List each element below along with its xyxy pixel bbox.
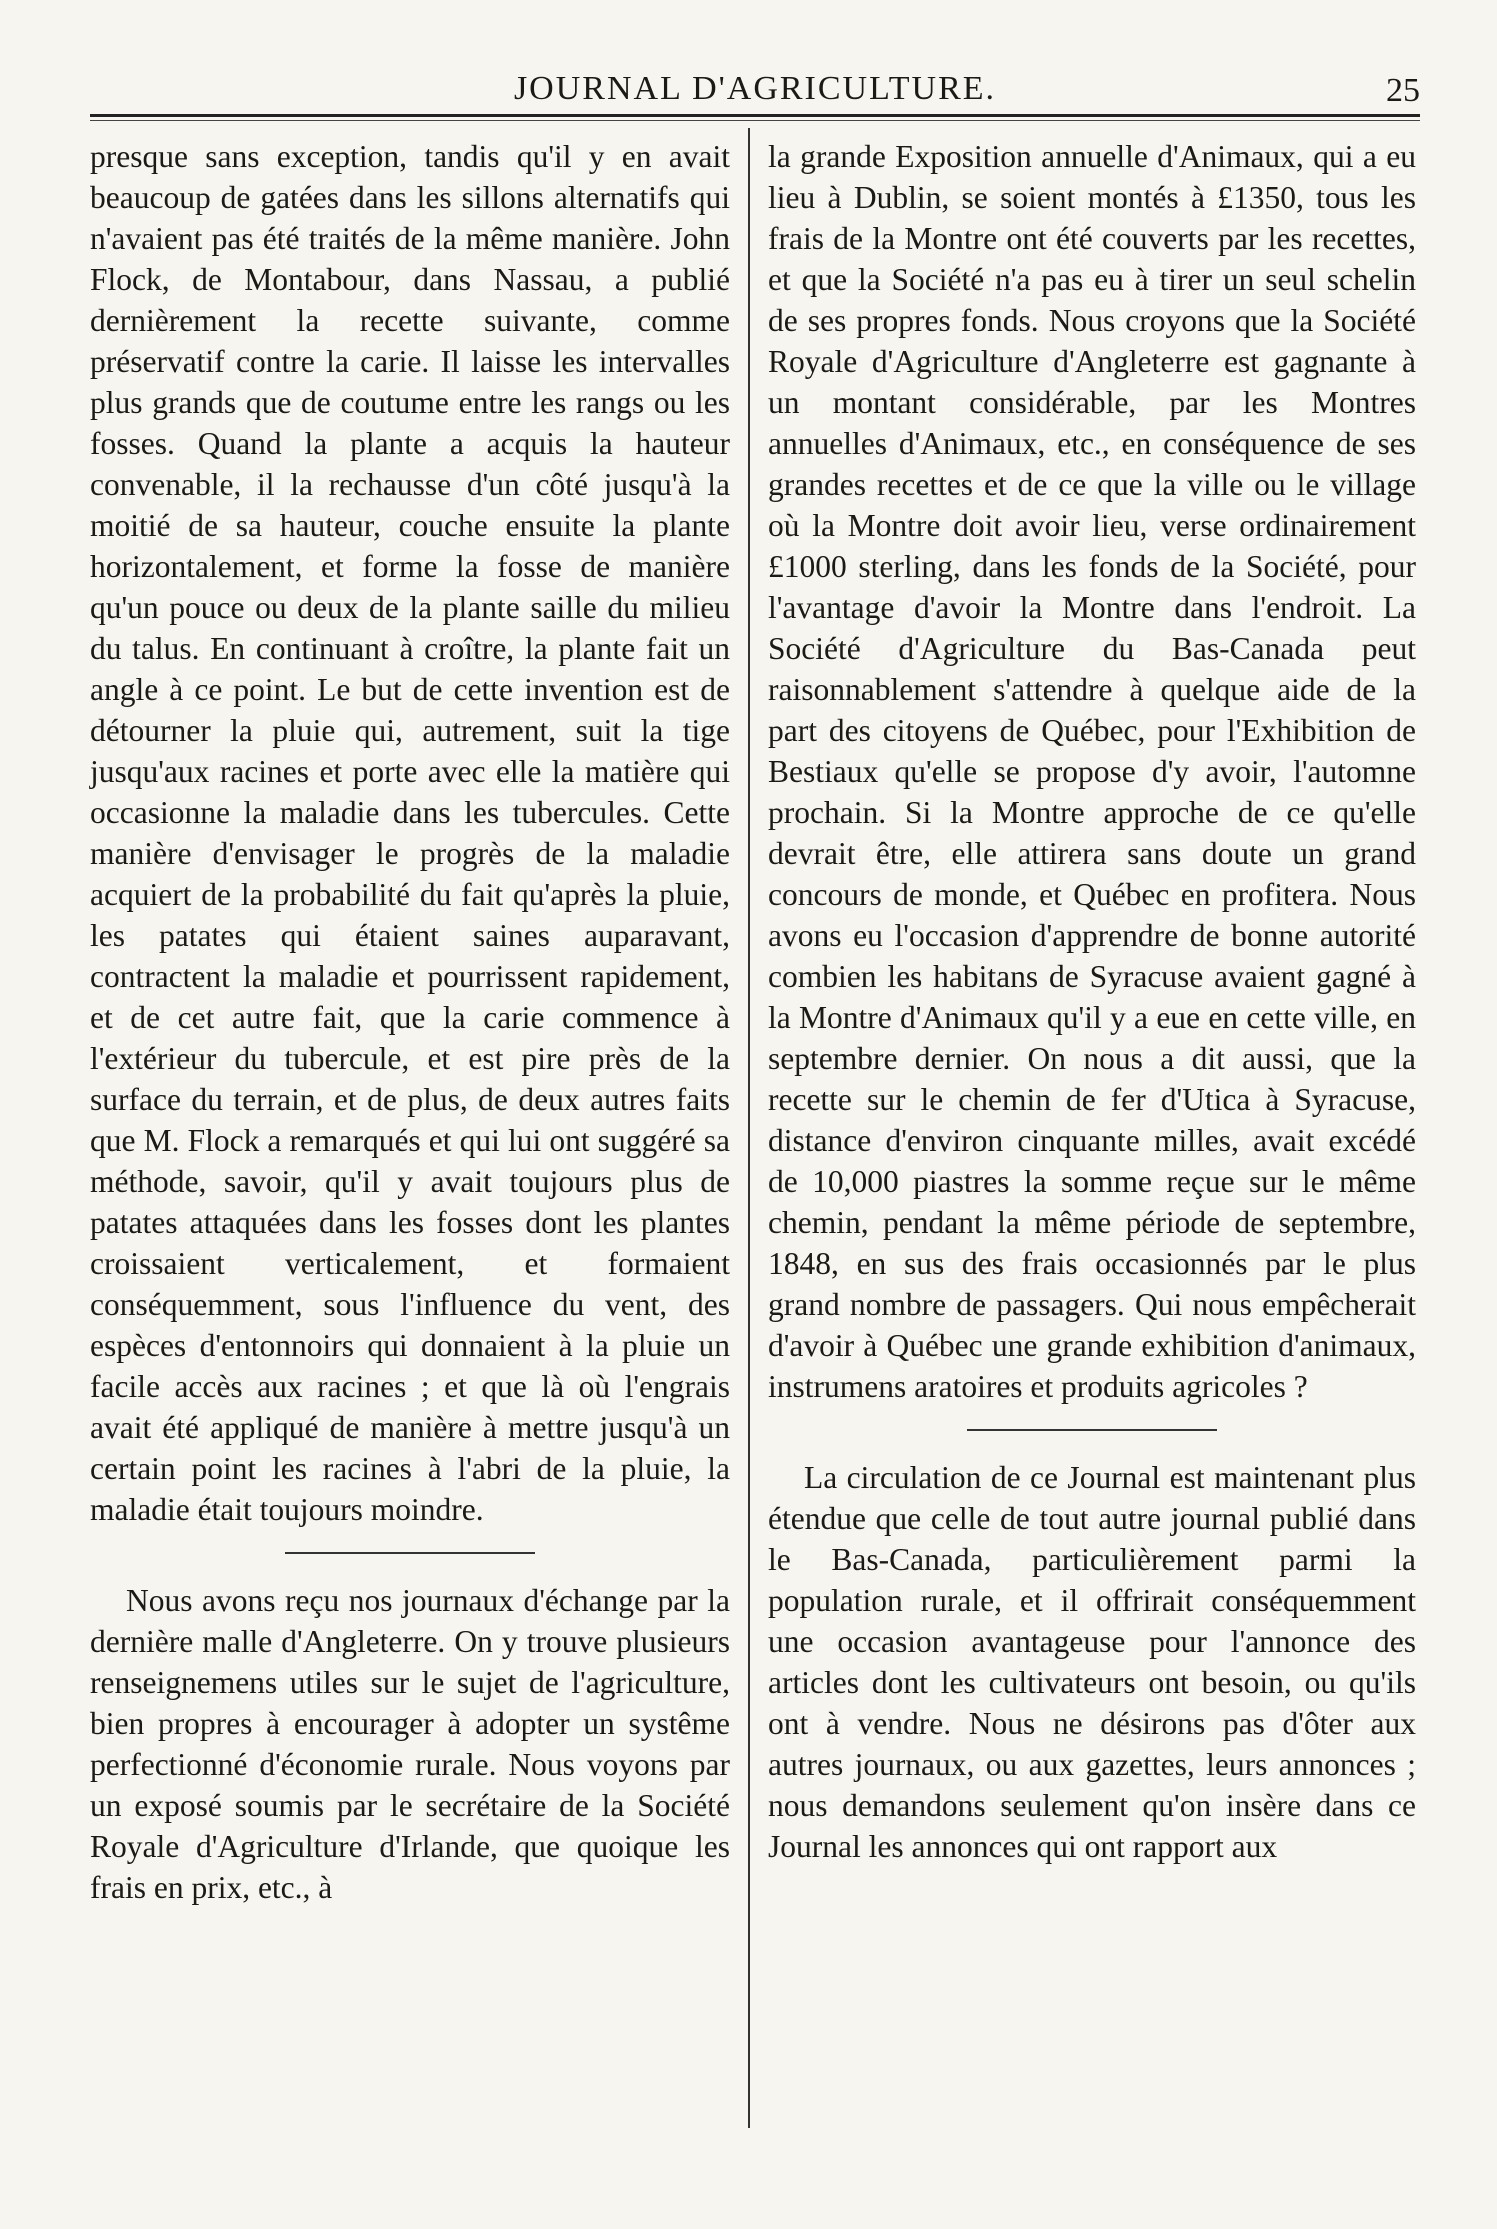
section-divider — [285, 1552, 535, 1554]
header-rule-thin — [90, 120, 1420, 121]
page-header — [90, 70, 1420, 110]
right-paragraph-exhibition: la grande Exposition annuelle d'Animaux, qui a eu lieu à Dublin, se soient montés à £1350, tous les frais de la Montre ont été couverts par les recettes, et que la Société n'a pas eu à tirer un seul schelin de ses propres fonds. Nous croyons que la Société Royale d'Agriculture d'Angleterre est gagnante à un montant considérable, par les Montres annuelles d'Animaux, etc., en conséquence de ses grandes recettes et de ce que la ville ou le village où la Montre doit avoir lieu, verse ordinairement £1000 sterling, dans les fonds de la Société, pour l'avantage d'avoir la Montre dans l'endroit. La Société d'Agriculture du Bas-Canada peut raisonnablement s'attendre à quelque aide de la part des citoyens de Québec, pour l'Exhibition de Bestiaux qu'elle se propose d'y avoir, l'automne prochain. Si la Montre approche de ce qu'elle devrait être, elle attirera sans doute un grand concours de monde, et Québec en profitera. Nous avons eu l'occasion d'apprendre de bonne autorité combien les habitans de Syracuse avaient gagné à la Montre d'Animaux qu'il y a eue en cette ville, en septembre dernier. On nous a dit aussi, que la recette sur le chemin de fer d'Utica à Syracuse, distance d'environ cinquante milles, avait excédé de 10,000 piastres la somme reçue sur le même chemin, pendant la même période de septembre, 1848, en sus des frais occasionnés par le plus grand nombre de passagers. Qui nous empêcherait d'avoir à Québec une grande exhibition d'animaux, instrumens aratoires et produits agricoles ? — [768, 139, 1416, 1404]
left-paragraph-exchange-journals: Nous avons reçu nos journaux d'échange par la dernière malle d'Angleterre. On y trouve plusieurs renseignemens utiles sur le sujet de l'agriculture, bien propres à encourager à adopter un systême perfectionné d'économie rurale. Nous voyons par un exposé soumis par le secrétaire de la Société Royale d'Agriculture d'Irlande, que quoique les frais en prix, etc., à — [90, 1583, 730, 1905]
right-paragraph-circulation: La circulation de ce Journal est maintenant plus étendue que celle de tout autre journal publié dans le Bas-Canada, particulièrement parmi la population rurale, et il offrirait conséquemment une occasion avantageuse pour l'annonce des articles dont les cultivateurs ont besoin, ou qu'ils ont à vendre. Nous ne désirons pas d'ôter aux autres journaux, ou aux gazettes, leurs annonces ; nous demandons seulement qu'on insère dans ce Journal les annonces qui ont rapport aux — [768, 1460, 1416, 1864]
header-rule — [90, 114, 1420, 117]
running-title: JOURNAL D'AGRICULTURE. — [513, 70, 997, 107]
left-paragraph-potato-disease: presque sans exception, tandis qu'il y en avait beaucoup de gatées dans les sillons alternatifs qui n'avaient pas été traités de la même manière. John Flock, de Montabour, dans Nassau, a publié dernièrement la recette suivante, comme préservatif contre la carie. Il laisse les intervalles plus grands que de coutume entre les rangs ou les fosses. Quand la plante a acquis la hauteur convenable, il la rechausse d'un côté jusqu'à la moitié de sa hauteur, couche ensuite la plante horizontalement, et forme la fosse de manière qu'un pouce ou deux de la plante saille du milieu du talus. En continuant à croître, la plante fait un angle à ce point. Le but de cette invention est de détourner la pluie qui, autrement, suit la tige jusqu'aux racines et porte avec elle la matière qui occasionne la maladie dans les tubercules. Cette manière d'envisager le progrès de la maladie acquiert de la probabilité du fait qu'après la pluie, les patates qui étaient saines auparavant, contractent la maladie et pourrissent rapidement, et de cet autre fait, que la carie commence à l'extérieur du tubercule, et est pire près de la surface du terrain, et de plus, de deux autres faits que M. Flock a remarqués et qui lui ont suggéré sa méthode, savoir, qu'il y avait toujours plus de patates attaquées dans les fosses dont les plantes croissaient verticalement, et formaient conséquemment, sous l'influence du vent, des espèces d'entonnoirs qui donnaient à la pluie un facile accès aux racines ; et que là où l'engrais avait été appliqué de manière à mettre jusqu'à un certain point les racines à l'abri de la pluie, la maladie était toujours moindre. — [90, 139, 730, 1527]
column-divider — [748, 128, 750, 2128]
left-column — [90, 136, 730, 1908]
section-divider — [967, 1429, 1217, 1431]
page-number: 25 — [1386, 72, 1420, 109]
right-column — [768, 136, 1416, 1867]
